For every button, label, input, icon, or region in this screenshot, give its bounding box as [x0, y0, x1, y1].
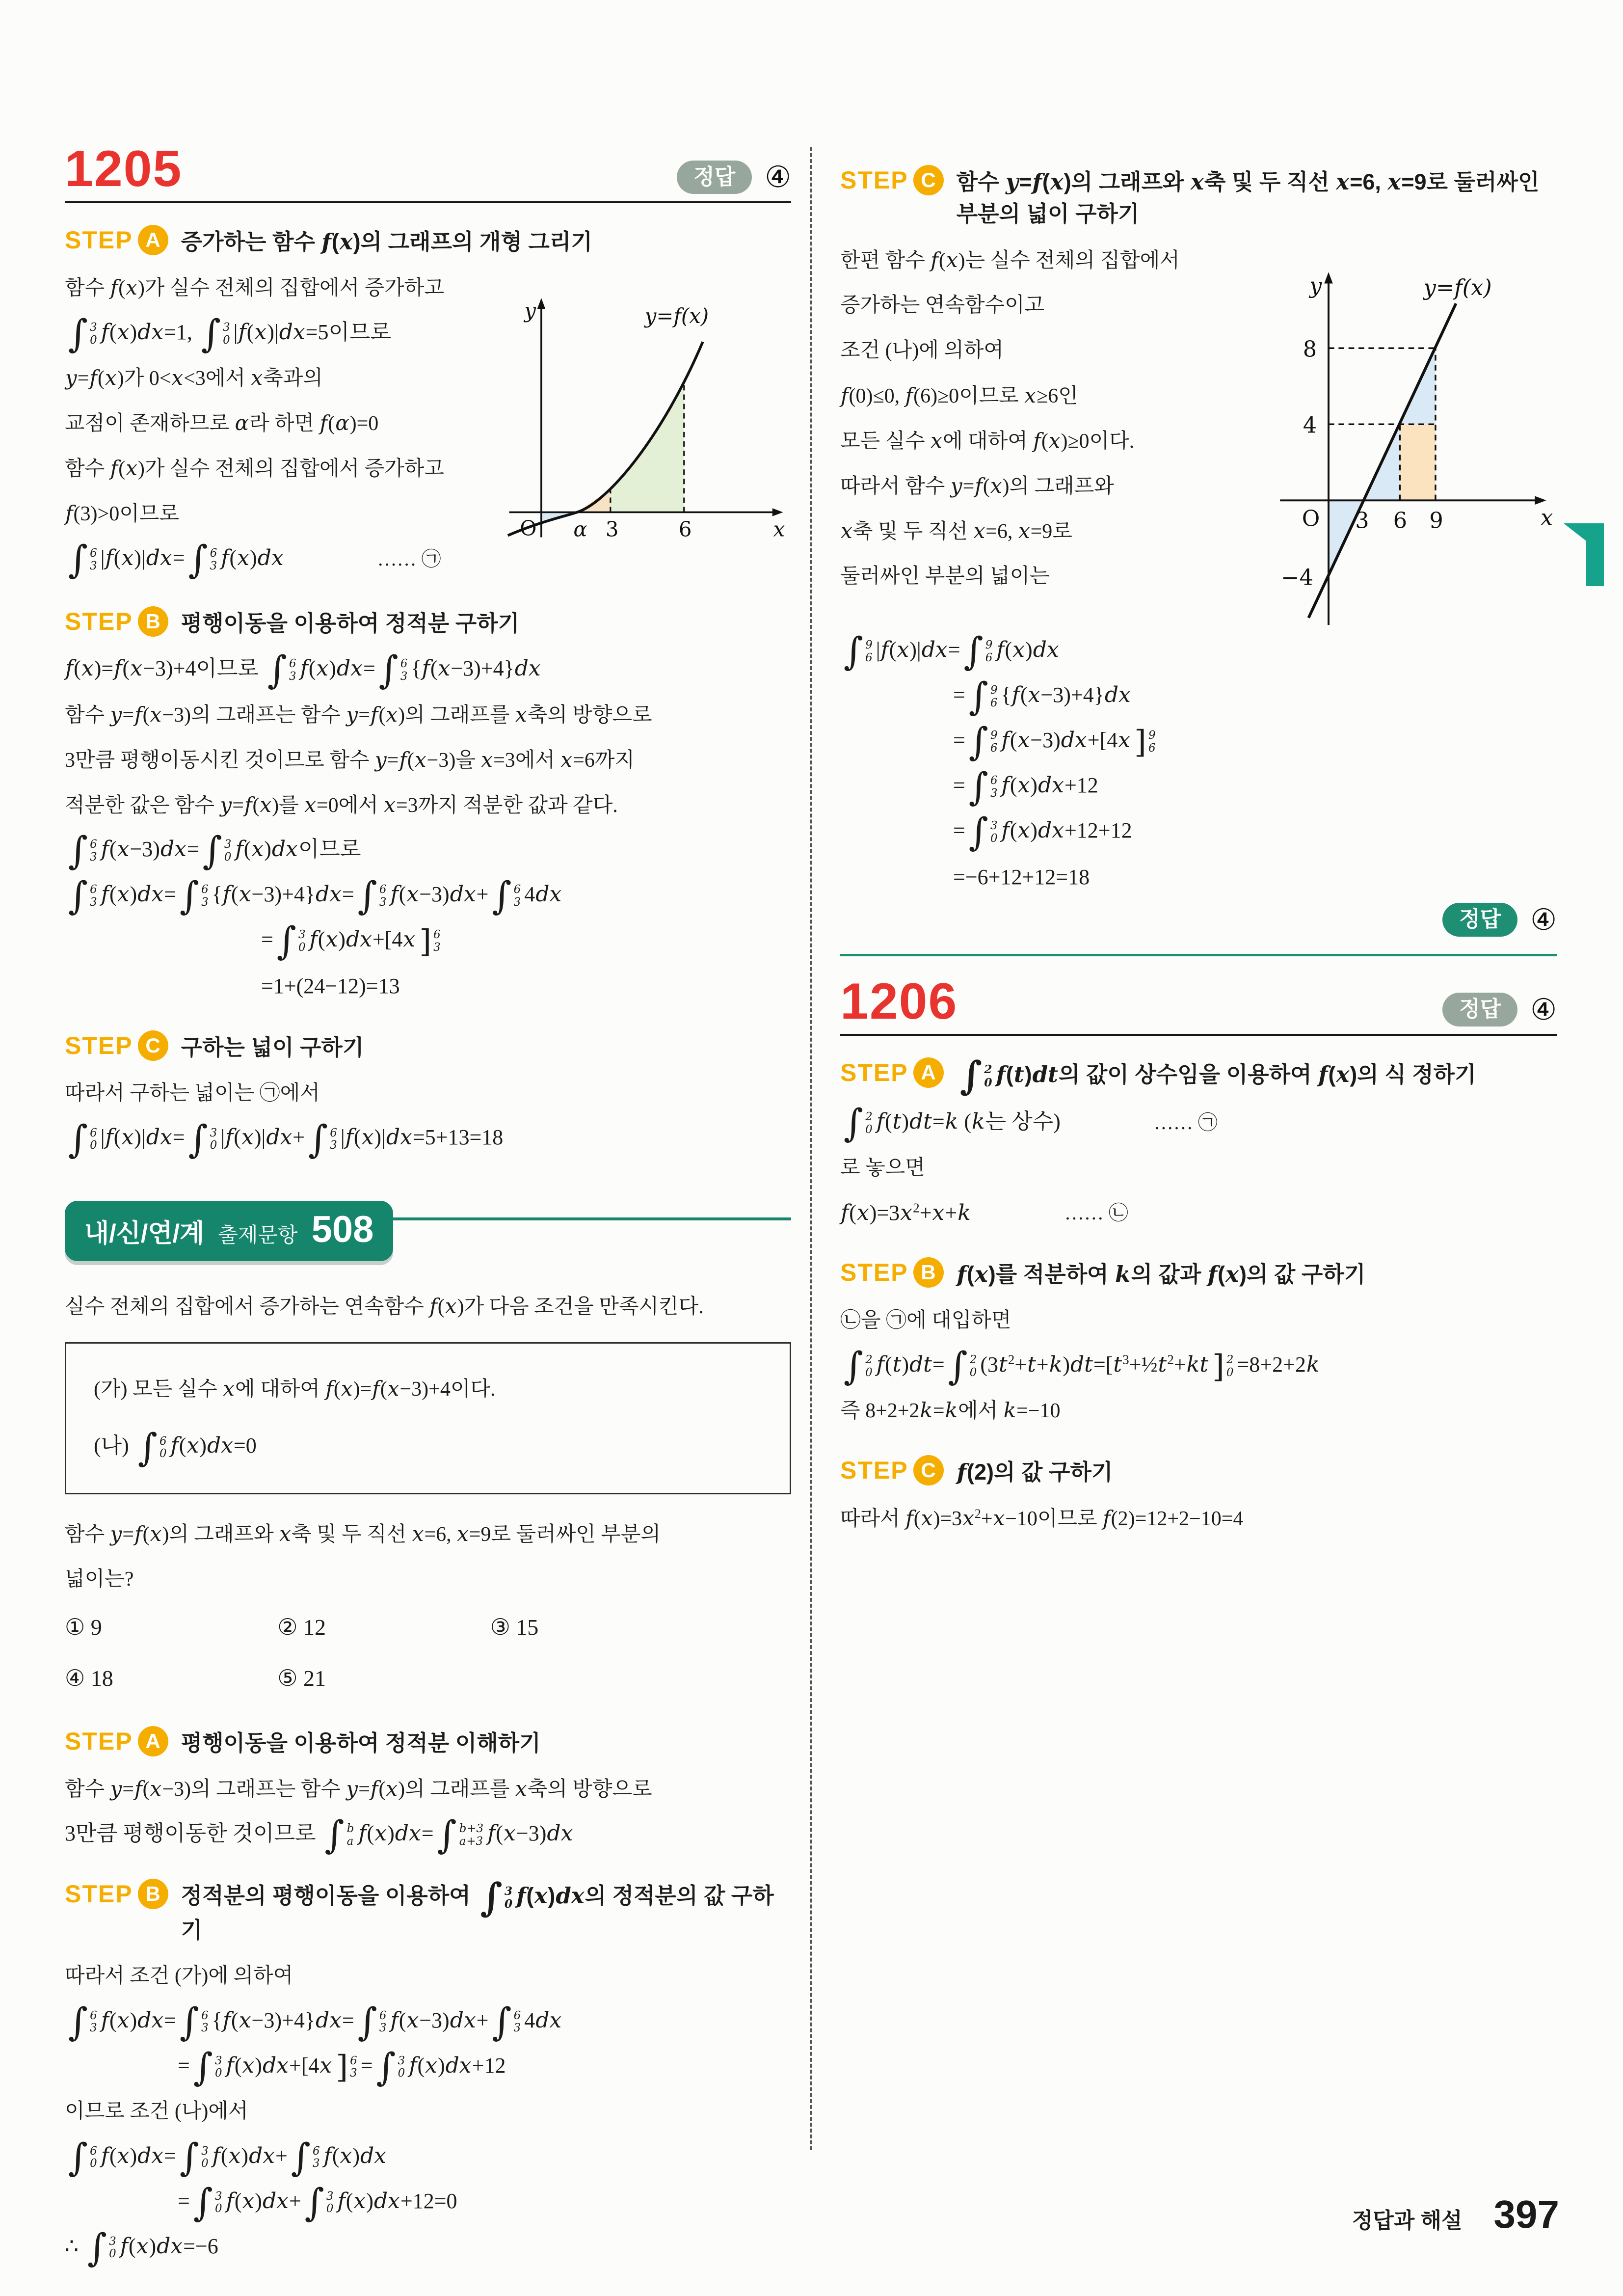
- answer-pill: 정답: [677, 161, 752, 194]
- text-line: ∫ 9 6 |f(x)|dx= ∫ 9 6 f(x)dx: [844, 630, 1059, 674]
- bookmark-tab: [1564, 519, 1606, 588]
- answer-pill: 정답: [1442, 993, 1517, 1026]
- text-line: f(x)=f(x−3)+4이므로 ∫ 6 3 f(x)dx= ∫ 6 3 {f(x−3)+4}dx: [65, 648, 541, 693]
- section-separator: [840, 954, 1557, 956]
- text-line: f(0)≤0, f(6)≥0이므로 x≥6인: [841, 383, 1078, 407]
- badge-category: 출제문항: [218, 1223, 298, 1246]
- step-letter-badge: C: [138, 1030, 168, 1061]
- text-line: ∫ 2 0 f(t)dt= ∫ 2 0 $(3t^2+t+k)dt=[t^3+\frac{1}{2}t^2+kt$ ] 2 0 =8+2+2k: [844, 1345, 1320, 1389]
- tick-3: 3: [1355, 507, 1369, 533]
- step-header-508-a: [65, 1726, 791, 1759]
- function-graph-1205: [497, 289, 791, 539]
- text-line: = ∫ 9 6 f(x−3)dx+[4x ] 9 6: [953, 720, 1156, 764]
- text-line: 한편 함수 f(x)는 실수 전체의 집합에서: [840, 247, 1180, 272]
- step-label: STEP: [840, 1259, 908, 1287]
- badge-series: 내/신/연/계: [84, 1219, 205, 1248]
- solution-lines: [65, 648, 791, 1009]
- text-line: 이므로 조건 (나)에서: [65, 2100, 248, 2123]
- text-line: ② 12: [277, 1615, 326, 1640]
- text-line: = ∫ 9 6 {f(x−3)+4}dx: [953, 675, 1131, 719]
- tick-6: 6: [678, 517, 692, 540]
- problem-1205-header: [65, 140, 791, 203]
- solution-equations: [840, 629, 1557, 900]
- step-label: STEP: [840, 1457, 908, 1485]
- solution-lines: [65, 1954, 791, 2270]
- step-c-body: [840, 238, 1557, 629]
- tick-alpha: α: [573, 517, 587, 540]
- column-divider: [810, 147, 812, 2150]
- step-label: STEP: [840, 166, 908, 194]
- text-line: ∫ 2 0 f(t)dt=k (k는 상수) …… ㉠: [844, 1101, 1218, 1145]
- text-line: ③ 15: [490, 1615, 539, 1640]
- tick-ym4: −4: [1281, 565, 1313, 591]
- origin-label: O: [520, 516, 537, 540]
- step-label: STEP: [65, 226, 133, 254]
- axis-label-y: y: [524, 298, 536, 323]
- text-line: ∫ 3 0 f(x)dx=1, ∫ 3 0 |f(x)|dx=5이므로: [68, 312, 391, 356]
- text-line: =−6+12+12=18: [953, 864, 1090, 889]
- x-axis-arrow: [772, 509, 783, 516]
- step-title: f(x)를 적분하여 k의 값과 f(x)의 값 구하기: [957, 1261, 1366, 1288]
- text-line: = ∫ 6 3 f(x)dx+12: [953, 765, 1098, 810]
- step-title: 평행이동을 이용하여 정적분 이해하기: [181, 1730, 541, 1756]
- question-lines: [65, 1512, 791, 1602]
- axis-label-x: x: [1541, 505, 1553, 531]
- solution-lines: [840, 1298, 1557, 1433]
- page-number: 397: [1493, 2192, 1559, 2236]
- text-line: 조건 (나)에 의하여: [840, 339, 1004, 362]
- text-line: 따라서 구하는 넓이는 ㉠에서: [65, 1082, 320, 1105]
- step-title: 함수 y=f(x)의 그래프와 x축 및 두 직선 x=6, x=9로 둘러싸인 부분의 넓이 구하기: [956, 169, 1540, 227]
- text-line: 넓이는?: [65, 1568, 134, 1591]
- badge-number: 508: [311, 1208, 374, 1250]
- answer-badge-508: [840, 903, 1557, 937]
- text-line: 따라서 $f(x)=3x^2+x-10$이므로 f(2)=12+2−10=4: [840, 1506, 1244, 1530]
- text-line: 교점이 존재하므로 α라 하면 f(α)=0: [65, 411, 379, 435]
- step-title: ∫ 2 0 f(t)dt의 값이 상수임을 이용하여 f(x)의 식 정하기: [959, 1053, 1476, 1099]
- origin-label: O: [1302, 506, 1320, 532]
- x-axis-arrow: [1535, 496, 1546, 504]
- ref-mark: …… ㉡: [1064, 1202, 1128, 1224]
- text-line: ∫ 6 3 f(x)dx= ∫ 6 3 {f(x−3)+4}dx= ∫ 6 3 f(x−3)dx+ ∫ 6 3 4dx: [68, 2000, 562, 2044]
- linked-problem-header: [65, 1201, 791, 1284]
- step-title: 구하는 넓이 구하기: [181, 1034, 364, 1060]
- solution-lines: [840, 238, 1252, 629]
- text-line: f(3)>0이므로: [65, 501, 179, 526]
- step-title: 평행이동을 이용하여 정적분 구하기: [181, 611, 520, 636]
- text-line: (가) 모든 실수 x에 대하여 f(x)=f(x−3)+4이다.: [94, 1376, 496, 1401]
- problem-intro: [65, 1284, 791, 1329]
- curve-label: y=f(x): [644, 304, 709, 328]
- text-line: ∫ 6 3 f(x)dx= ∫ 6 3 {f(x−3)+4}dx= ∫ 6 3 f(x−3)dx+ ∫ 6 3 4dx: [68, 874, 562, 918]
- choice-list: [65, 1602, 703, 1704]
- step-header-1206-c: [840, 1455, 1557, 1488]
- step-title: 정적분의 평행이동을 이용하여 ∫ 3 0 f(x)dx의 정적분의 값 구하기: [181, 1874, 774, 1943]
- text-line: ∫ 6 3 f(x−3)dx= ∫ 3 0 f(x)dx이므로: [68, 829, 361, 873]
- text-line: 함수 y=f(x−3)의 그래프는 함수 y=f(x)의 그래프를 x축의 방향으로: [65, 702, 652, 727]
- linked-problem-508: [65, 1201, 791, 2270]
- function-graph-508: [1252, 258, 1557, 629]
- text-line: 함수 y=f(x−3)의 그래프는 함수 y=f(x)의 그래프를 x축의 방향으로: [65, 1777, 652, 1801]
- problem-intro-text: 실수 전체의 집합에서 증가하는 연속함수 f(x)가 다음 조건을 만족시킨다.: [65, 1294, 704, 1318]
- step-header-1206-a: [840, 1053, 1557, 1099]
- y-axis-arrow: [537, 298, 545, 309]
- text-line: ∫ 6 0 f(x)dx= ∫ 3 0 f(x)dx+ ∫ 6 3 f(x)dx: [68, 2135, 386, 2180]
- text-line: =1+(24−12)=13: [261, 973, 400, 998]
- axis-label-x: x: [773, 517, 785, 540]
- text-line: 증가하는 연속함수이고: [840, 294, 1045, 317]
- text-line: = ∫ 3 0 f(x)dx+[4x ] 6 3 = ∫ 3 0 f(x)dx+12: [178, 2045, 506, 2089]
- page-footer: [1352, 2192, 1559, 2237]
- left-column: [65, 140, 791, 2270]
- text-line: 적분한 값은 함수 y=f(x)를 x=0에서 x=3까지 적분한 값과 같다.: [65, 792, 618, 817]
- shaded-rect-6-9: [1400, 424, 1436, 500]
- text-line: = ∫ 3 0 f(x)dx+ ∫ 3 0 f(x)dx+12=0: [178, 2181, 457, 2225]
- text-line: $f(x)=3x^2+x+k$ …… ㉡: [840, 1190, 1557, 1236]
- ref-mark: …… ㉠: [1153, 1111, 1218, 1134]
- text-line: 함수 y=f(x)의 그래프와 x축 및 두 직선 x=6, x=9로 둘러싸인 부분의: [65, 1521, 661, 1546]
- answer-value: ④: [765, 161, 791, 193]
- text-line: 모든 실수 x에 대하여 f(x)≥0이다.: [840, 428, 1135, 453]
- solution-lines: [840, 1100, 1557, 1236]
- step-title: f(2)의 값 구하기: [957, 1459, 1113, 1486]
- text-line: = ∫ 3 0 f(x)dx+[4x ] 6 3: [261, 919, 441, 964]
- solution-lines: [840, 1496, 1557, 1541]
- text-line: y=f(x)가 0<x<3에서 x축과의: [65, 366, 323, 390]
- tick-3: 3: [605, 517, 619, 540]
- step-letter-badge: A: [138, 1726, 168, 1756]
- answer-value: ④: [1530, 993, 1557, 1026]
- step-letter-badge: C: [913, 1455, 944, 1486]
- linked-problem-badge: [65, 1201, 393, 1261]
- text-line: x축 및 두 직선 x=6, x=9로: [841, 518, 1072, 543]
- answer-badge-1205: [677, 160, 791, 194]
- problem-number-1206: 1206: [840, 972, 958, 1030]
- text-line: ∫ 6 3 |f(x)|dx= ∫ 6 3 f(x)dx …… ㉠: [68, 538, 441, 582]
- answer-pill: 정답: [1442, 903, 1517, 937]
- ref-mark: …… ㉠: [377, 548, 441, 570]
- tick-9: 9: [1429, 507, 1443, 533]
- step-letter-badge: C: [913, 165, 944, 195]
- y-axis-arrow: [1324, 272, 1332, 283]
- step-letter-badge: A: [913, 1057, 944, 1088]
- step-header-1205-a: [65, 225, 791, 258]
- problem-number-1205: 1205: [65, 140, 183, 197]
- step-header-1205-b: [65, 606, 791, 639]
- step-letter-badge: B: [138, 1879, 168, 1909]
- step-letter-badge: B: [138, 606, 168, 637]
- text-line: ⑤ 21: [277, 1666, 326, 1691]
- solution-lines: [65, 1071, 791, 1162]
- step-label: STEP: [65, 1031, 133, 1059]
- text-line: 3만큼 평행이동한 것이므로 ∫ b a f(x)dx= ∫ b+3 a+3 f(x−3)dx: [65, 1813, 573, 1857]
- step-letter-badge: A: [138, 225, 168, 255]
- tick-6: 6: [1393, 507, 1408, 533]
- answer-value: ④: [1530, 903, 1557, 936]
- answer-badge-1206: [1442, 993, 1557, 1027]
- step-header-508-c: [840, 165, 1557, 230]
- tick-y8: 8: [1303, 336, 1317, 362]
- text-line: 3만큼 평행이동시킨 것이므로 함수 y=f(x−3)을 x=3에서 x=6까지: [65, 747, 635, 772]
- text-line: 로 놓으면: [840, 1156, 925, 1179]
- text-line: 둘러싸인 부분의 넓이는: [840, 565, 1050, 588]
- step-title: 증가하는 함수 f(x)의 그래프의 개형 그리기: [181, 229, 592, 255]
- curve-label: y=f(x): [1423, 274, 1492, 300]
- axis-label-y: y: [1309, 272, 1322, 298]
- step-label: STEP: [65, 608, 133, 636]
- text-line: 함수 f(x)가 실수 전체의 집합에서 증가하고: [65, 456, 444, 481]
- solution-lines: [65, 1767, 791, 1857]
- step-label: STEP: [65, 1727, 133, 1755]
- tick-y4: 4: [1303, 412, 1317, 438]
- step-header-508-b: [65, 1874, 791, 1946]
- footer-label: 정답과 해설: [1352, 2209, 1463, 2233]
- text-line: (나) ∫ 6 0 f(x)dx=0: [94, 1426, 257, 1470]
- text-line: ① 9: [65, 1615, 102, 1640]
- text-line: = ∫ 3 0 f(x)dx+12+12: [953, 810, 1132, 855]
- text-line: ㉡을 ㉠에 대입하면: [840, 1309, 1011, 1332]
- text-line: 따라서 함수 y=f(x)의 그래프와: [840, 473, 1114, 498]
- text-line: ∫ 6 0 |f(x)|dx= ∫ 3 0 |f(x)|dx+ ∫ 6 3 |f(x)|dx=5+13=18: [68, 1117, 504, 1162]
- text-line: ∴ ∫ 3 0 f(x)dx=−6: [65, 2226, 218, 2270]
- step-label: STEP: [65, 1880, 133, 1908]
- step-letter-badge: B: [913, 1257, 944, 1288]
- step-header-1205-c: [65, 1030, 791, 1063]
- step-label: STEP: [840, 1058, 908, 1086]
- text-line: 함수 f(x)가 실수 전체의 집합에서 증가하고: [65, 275, 444, 300]
- step-a-body: [65, 266, 791, 585]
- problem-1206-header: [840, 972, 1557, 1036]
- solution-lines: [65, 266, 487, 582]
- text-line: 즉 8+2+2k=k에서 k=−10: [840, 1398, 1061, 1423]
- text-line: ④ 18: [65, 1666, 113, 1691]
- right-column: [840, 143, 1557, 1541]
- condition-box: [65, 1342, 791, 1494]
- step-header-1206-b: [840, 1257, 1557, 1290]
- badge-rule-line: [379, 1217, 791, 1220]
- text-line: 따라서 조건 (가)에 의하여: [65, 1965, 293, 1988]
